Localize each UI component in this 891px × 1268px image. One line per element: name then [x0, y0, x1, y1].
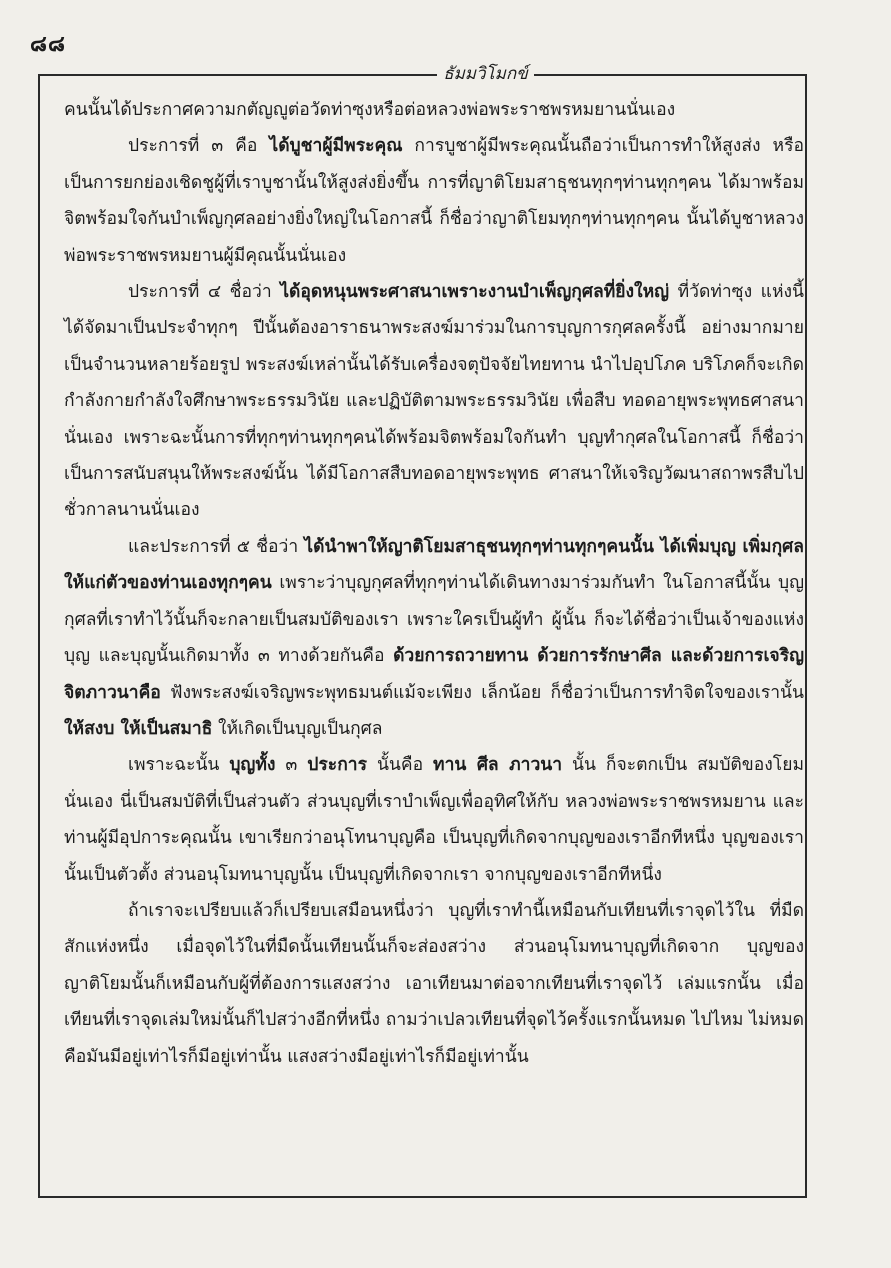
paragraph-1: [64, 92, 804, 128]
text-segment: คนนั้นได้ประกาศความกตัญญูต่อวัดท่าซุงหรือต่อหลวงพ่อพระราชพรหมยานนั่นเอง: [64, 100, 676, 120]
text-segment: ฟังพระสงฆ์เจริญพระพุทธมนต์แม้จะเพียง เล็กน้อย ก็ชื่อว่าเป็นการทำจิตใจของเรานั้น: [160, 682, 804, 703]
text-segment: ประการที่ ๓ คือ: [128, 136, 270, 157]
text-segment: นั้นคือ: [367, 755, 434, 776]
bold-segment: ได้บูชาผู้มีพระคุณ: [269, 136, 403, 157]
bold-segment: ให้สงบ ให้เป็นสมาธิ: [64, 718, 213, 739]
paragraph-4: [64, 529, 804, 747]
paragraph-2: [64, 128, 804, 274]
bold-segment: ได้อุดหนุนพระศาสนาเพราะงานบำเพ็ญกุศลที่ยิ่งใหญ่: [280, 282, 670, 303]
text-segment: เพราะว่าบุญกุศลที่ทุกๆท่านได้เดินทางมาร่วมกันทำ ในโอกาสนี้นั้น บุญกุศลที่เราทำไว้นั้นก็จะกลายเป็นสมบัติของเรา เพราะใครเป็นผู้ทำ ผู้นั้น ก็จะได้ชื่อว่าเป็นเจ้าของแห่งบุญ และบุญนั้นเกิดมาทั้ง ๓ ทางด้วยกันคือ: [64, 573, 804, 667]
running-header: ธัมมวิโมกข์: [437, 60, 534, 87]
bold-segment: ประการ: [307, 755, 368, 776]
text-segment: ๓: [275, 755, 308, 776]
page-number: ๘๘: [30, 32, 66, 57]
text-segment: ให้เกิดเป็นบุญเป็นกุศล: [212, 718, 383, 739]
text-segment: และประการที่ ๕ ชื่อว่า: [128, 536, 305, 557]
bold-segment: ได้นำพาให้ญาติโยมสาธุชนทุกๆท่านทุกๆคนนั้น ได้เพิ่มบุญ เพิ่มกุศลให้แก่ตัวของท่านเองทุกๆคน: [64, 536, 804, 594]
bold-segment: ด้วยการถวายทาน ด้วยการรักษาศีล และด้วยการเจริญจิตภาวนาคือ: [64, 646, 804, 703]
text-segment: เพราะฉะนั้น: [128, 755, 230, 776]
text-segment: ที่วัดท่าซุง แห่งนี้ได้จัดมาเป็นประจำทุกๆ ปีนั้นต้องอาราธนาพระสงฆ์มาร่วมในการบุญการกุศลครั้งนี้ อย่างมากมายเป็นจำนวนหลายร้อยรูป พระสงฆ์เหล่านั้นได้รับเครื่องจตุปัจจัยไทยทาน นำไปอุปโภค บริโภคก็จะเกิดกำลังกายกำลังใจศึกษาพระธรรมวินัย และปฏิบัติตามพระธรรมวินัย เพื่อสืบ ทอดอายุพระพุทธศาสนานั่นเอง เพราะฉะนั้นการที่ทุกๆท่านทุกๆคนได้พร้อมจิตพร้อมใจกันทำ บุญทำกุศลในโอกาสนี้ ก็ชื่อว่าเป็นการสนับสนุนให้พระสงฆ์นั้น ได้มีโอกาสสืบทอดอายุพระพุทธ ศาสนาให้เจริญวัฒนาสถาพรสืบไปชั่วกาลนานนั่นเอง: [64, 282, 804, 521]
bold-segment: ทาน ศีล ภาวนา: [433, 755, 563, 776]
text-segment: ถ้าเราจะเปรียบแล้วก็เปรียบเสมือนหนึ่งว่า บุญที่เราทำนี้เหมือนกับเทียนที่เราจุดไว้ใน ที่มืดสักแห่งหนึ่ง เมื่อจุดไว้ในที่มืดนั้นเทียนนั้นก็จะส่องสว่าง ส่วนอนุโมทนาบุญที่เกิดจาก บุญของญาติโยมนั้นก็เหมือนกับผู้ที่ต้องการแสงสว่าง เอาเทียนมาต่อจากเทียนที่เราจุดไว้ เล่มแรกนั้น เมื่อเทียนที่เราจุดเล่มใหม่นั้นก็ไปสว่างอีกที่หนึ่ง ถามว่าเปลวเทียนที่จุดไว้ครั้งแรกนั้นหมด ไปไหม ไม่หมดคือมันมีอยู่เท่าไรก็มีอยู่เท่านั้น แสงสว่างมีอยู่เท่าไรก็มีอยู่เท่านั้น: [64, 900, 804, 1067]
bold-segment: บุญทั้ง: [229, 755, 276, 776]
text-segment: ประการที่ ๔ ชื่อว่า: [128, 282, 281, 303]
text-body: [64, 92, 804, 1075]
text-segment: การบูชาผู้มีพระคุณนั้นถือว่าเป็นการทำให้สูงส่ง หรือเป็นการยกย่องเชิดชูผู้ที่เราบูชานั้นให้สูงส่งยิ่งขึ้น การที่ญาติโยมสาธุชนทุกๆท่านทุกๆคน ได้มาพร้อมจิตพร้อมใจกันบำเพ็ญกุศลอย่างยิ่งใหญ่ในโอกาสนี้ ก็ชื่อว่าญาติโยมทุกๆท่านทุกๆคน นั้นได้บูชาหลวงพ่อพระราชพรหมยานผู้มีคุณนั้นนั่นเอง: [64, 136, 804, 266]
paragraph-6: [64, 893, 804, 1075]
text-segment: นั้น ก็จะตกเป็น สมบัติของโยมนั่นเอง นี่เป็นสมบัติที่เป็นส่วนตัว ส่วนบุญที่เราบำเพ็ญเพื่ออุทิศให้กับ หลวงพ่อพระราชพรหมยาน และท่านผู้มีอุปการะคุณนั้น เขาเรียกว่าอนุโทนาบุญคือ เป็นบุญที่เกิดจากบุญของเราอีกทีหนึ่ง บุญของเรานั้นเป็นตัวตั้ง ส่วนอนุโมทนาบุญนั้น เป็นบุญที่เกิดจากเรา จากบุญของเราอีกทีหนึ่ง: [64, 755, 804, 885]
paragraph-5: [64, 747, 804, 893]
paragraph-3: [64, 274, 804, 529]
